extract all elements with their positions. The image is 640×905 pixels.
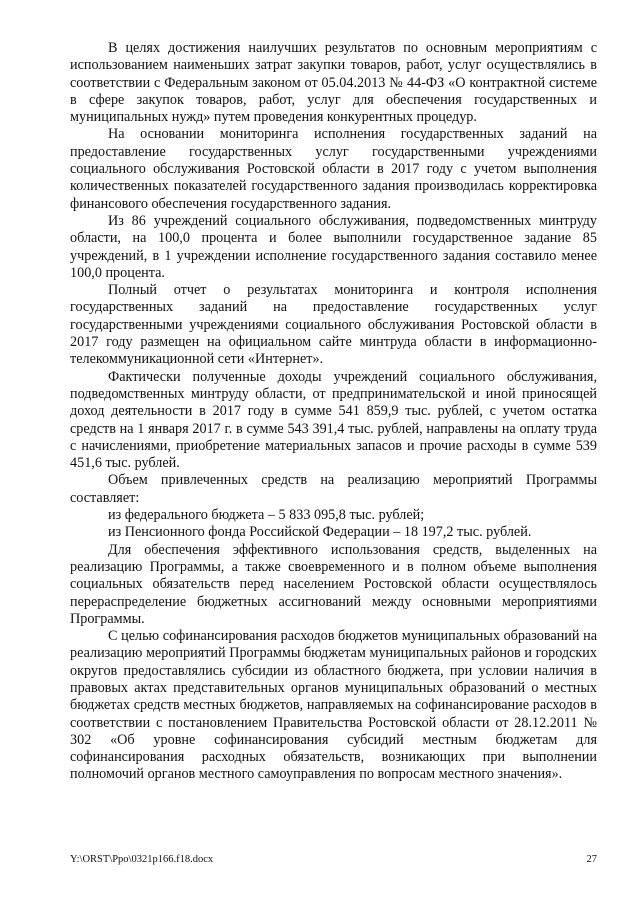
- file-path: Y:\ORST\Ppo\0321p166.f18.docx: [70, 854, 214, 865]
- paragraph-cofinancing: С целью софинансирования расходов бюджетов муниципальных образований на реализацию мероприятий Программы бюджетам муниципальных районов и городских округов предоставлялись субсидии из областного бюджета, при условии наличия в правовых актах представительных органов муниципальных образований о местных бюджетах средств местных бюджетов, направляемых на софинансирование расходов в соответствии с постановлением Правительства Ростовской области от 28.12.2011 № 302 «Об уровне софинансирования субсидий местным бюджетам для софинансирования расходных обязательств, возникающих при выполнении полномочий органов местного самоуправления по вопросам местного значения».: [70, 628, 597, 783]
- paragraph-funds-volume: Объем привлеченных средств на реализацию мероприятий Программы составляет:: [70, 472, 597, 506]
- paragraph-income: Фактически полученные доходы учреждений социального обслуживания, подведомственных минтруду области, от предпринимательской и иной приносящей доход деятельности в 2017 году в сумме 541 859,9 тыс. рублей, с учетом остатка средств на 1 января 2017 г. в сумме 543 391,4 тыс. рублей, направлены на оплату труда с начислениями, приобретение материальных запасов и прочие расходы в сумме 539 451,6 тыс. рублей.: [70, 368, 597, 472]
- list-item-pension-fund: из Пенсионного фонда Российской Федерации – 18 197,2 тыс. рублей.: [108, 524, 532, 541]
- paragraph-institutions: Из 86 учреждений социального обслуживания, подведомственных минтруду области, на 100,0 процента и более выполнили государственное задание 85 учреждений, в 1 учреждении исполнение государственного задания составило менее 100,0 процента.: [70, 212, 597, 281]
- document-body: [70, 40, 597, 784]
- paragraph-redistribution: Для обеспечения эффективного использования средств, выделенных на реализацию Программы, а также своевременного и в полном объеме выполнения социальных обязательств перед населением Ростовской области осуществлялось перераспределение бюджетных ассигнований между основными мероприятиями Программы.: [70, 541, 597, 627]
- paragraph-report: Полный отчет о результатах мониторинга и контроля исполнения государственных заданий на предоставление государственных услуг государственными учреждениями социального обслуживания Ростовской области в 2017 году размещен на официальном сайте минтруда области в информационно-телекоммуникационной сети «Интернет».: [70, 282, 597, 368]
- page-number: 27: [586, 854, 597, 865]
- paragraph-procurement: В целях достижения наилучших результатов по основным мероприятиям с использованием наименьших затрат закупки товаров, работ, услуг осуществлялись в соответствии с Федеральным законом от 05.04.2013 № 44-ФЗ «О контрактной системе в сфере закупок товаров, работ, услуг для обеспечения государственных и муниципальных нужд» путем проведения конкурентных процедур.: [70, 40, 597, 126]
- paragraph-monitoring: На основании мониторинга исполнения государственных заданий на предоставление государственных услуг государственными учреждениями социального обслуживания Ростовской области в 2017 году с учетом выполнения количественных показателей государственного задания производилась корректировка финансового обеспечения государственного задания.: [70, 126, 597, 212]
- list-item-federal-budget: из федерального бюджета – 5 833 095,8 тыс. рублей;: [108, 507, 425, 524]
